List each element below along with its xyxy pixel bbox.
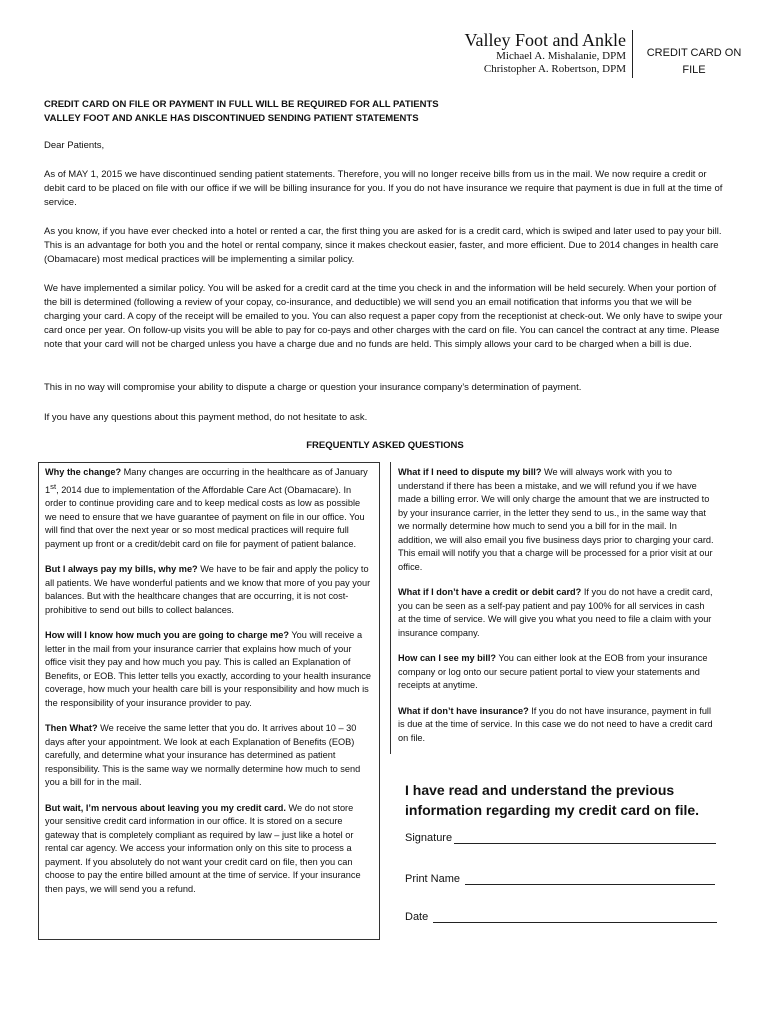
faq-item: [398, 586, 714, 640]
faq-question: How can I see my bill?: [398, 653, 497, 663]
print-name-label: Print Name: [405, 873, 461, 885]
faq-item: [45, 466, 371, 551]
faq-question: Why the change?: [45, 467, 122, 477]
faq-answer: We will always work with you to understand if there has been a mistake, and we will refund you if we have made a billing error. We will only charge the amount that we are instructed to by your insurance carrier, in the letter they send to us., in the same way that we normally determine how much to send you a bill for in the mail. In addition, we will also email you five business days prior to charging your card. This email will notify you that a charge will be processed for a prior visit at our office.: [398, 467, 714, 572]
faq-question: Then What?: [45, 723, 98, 734]
faq-item: [45, 563, 371, 617]
practice-name: Valley Foot and Ankle: [464, 30, 626, 50]
faq-answer: If you do not have a credit card, you can be seen as a self-pay patient and pay 100% for all services in cash at the time of service. We will give you what you need to file a claim with your insurance company.: [398, 587, 713, 638]
date-row: [405, 911, 717, 923]
faq-question: But wait, I’m nervous about leaving you my credit card.: [45, 802, 286, 813]
notice-line-1: CREDIT CARD ON FILE OR PAYMENT IN FULL WILL BE REQUIRED FOR ALL PATIENTS: [44, 99, 439, 110]
faq-answer: , 2014 due to implementation of the Affordable Care Act (Obamacare). In order to continue providing care and to keep medical costs as low as possible we need to ensure that we have guarantee of payment on file in our office. You will find that over the next year or so most medical practices will require full payment up front or a credit/debit card on file for payment of patient balance.: [45, 484, 365, 549]
faq-answer: You can either look at the EOB from your insurance company or log onto our secure patient portal to view your statements and receipts at anytime.: [398, 653, 708, 690]
faq-question: How will I know how much you are going to charge me?: [45, 630, 290, 641]
doctor-name-2: Christopher A. Robertson, DPM: [483, 63, 626, 75]
faq-question: What if don’t have insurance?: [398, 705, 529, 716]
faq-question: But I always pay my bills, why me?: [45, 564, 198, 575]
paragraph-4: This in no way will compromise your ability to dispute a charge or question your insurance company’s determination of payment.: [44, 382, 582, 393]
faq-answer: If you do not have insurance, payment in full is due at the time of service. In this case we do not need to have a credit card on file.: [398, 705, 713, 743]
paragraph-5: If you have any questions about this payment method, do not hesitate to ask.: [44, 412, 368, 423]
date-field[interactable]: [433, 911, 717, 923]
faq-item: [45, 629, 371, 710]
notice-line-2: VALLEY FOOT AND ANKLE HAS DISCONTINUED SENDING PATIENT STATEMENTS: [44, 113, 419, 124]
faq-question: What if I need to dispute my bill?: [398, 467, 542, 477]
faq-item: [398, 705, 714, 746]
signature-label: Signature: [405, 832, 453, 844]
faq-answer: We receive the same letter that you do. It arrives about 10 – 30 days after your appointment. We look at each Explanation of Benefits (EOB) carefully, and determine what your insurance has determined as patient responsibility. This is the same way we normally determine how much to send you a bill for in the mail.: [45, 723, 361, 788]
print-name-row: [405, 873, 715, 885]
faq-item: [398, 466, 714, 574]
faq-item: [398, 652, 714, 693]
signature-row: [405, 832, 716, 844]
paragraph-2: As you know, if you have ever checked into a hotel or rented a car, the first thing you are asked for is a credit card, which is swiped and later used to pay your bill. This is an advantage for both you and the hotel or rental company, since it makes checkout easier, faster, and more efficient. Due to 2014 changes in health care (Obamacare) most medical practices will be implementing a similar policy.: [44, 226, 722, 265]
paragraph-1: As of MAY 1, 2015 we have discontinued sending patient statements. Therefore, you will no longer receive bills from us in the mail. We now require a credit or debit card to be placed on file with our office if we will be billing insurance for you. If you do not have insurance we require that payment is due in full at the time of service.: [44, 169, 723, 208]
faq-answer: We do not store your sensitive credit card information in our office. It is stored on a secure gateway that is completely compliant as required by law – just like a hotel or rental car agency. We access your information only on this site to process a payment. If you absolutely do not want your credit card on file, then you can choose to pay the entire billed amount at the time of service. If your insurance then pays, we will send you a refund.: [45, 802, 361, 894]
faq-question: What if I don’t have a credit or debit card?: [398, 587, 582, 597]
paragraph-3: We have implemented a similar policy. You will be asked for a credit card at the time you check in and the information will be held securely. When your portion of the bill is determined (following a review of your copay, co-insurance, and deductible) we will send you an email notification that informs you that we will be charging your card. A copy of the receipt will be emailed to you. You can also request a paper copy from the receptionist at check-out. We only have to swipe your card once per year. On follow-up visits you will be able to pay for co-pays and other charges with the card on file. You can cancel the contract at any time. Please note that your card will not be charged unless you have a charge due and no funds are held. This simply allows your card to be charged when a bill is due.: [44, 283, 723, 350]
form-title-line-1: CREDIT CARD ON: [646, 47, 742, 59]
faq-item: [45, 802, 371, 897]
print-name-field[interactable]: [465, 873, 715, 885]
salutation: Dear Patients,: [44, 140, 105, 151]
faq-right-column: [390, 462, 720, 754]
acknowledgement-heading: I have read and understand the previous information regarding my credit card on file.: [405, 782, 700, 818]
faq-left-column: [38, 462, 380, 940]
policy-notice: [44, 98, 439, 126]
form-title-line-2: FILE: [682, 64, 706, 76]
faq-item: [45, 722, 371, 790]
doctor-name-1: Michael A. Mishalanie, DPM: [496, 50, 626, 62]
date-label: Date: [405, 911, 429, 923]
letterhead: [430, 30, 633, 78]
faq-answer-start: Many changes are occurring in the healthcare as of January 1: [45, 467, 368, 495]
faq-answer: You will receive a letter in the mail from your insurance carrier that explains how much of your office visit they pay and how much you pay. This is called an Explanation of Benefits, or EOB. This letter tells you exactly, according to your health insurance coverage, how much your health care bill is your responsibility and how much is the responsibility of your insurance provider to pay.: [45, 630, 371, 708]
form-title: [640, 45, 748, 79]
faq-answer: We have to be fair and apply the policy to all patients. We have wonderful patients and we know that more of you pay your balances. But with the healthcare changes that are occurring, it is not cost-prohibitive to send out bills to collect balances.: [45, 564, 371, 615]
ordinal-suffix: st: [50, 481, 57, 491]
signature-field[interactable]: [454, 832, 716, 844]
faq-title: FREQUENTLY ASKED QUESTIONS: [306, 440, 464, 451]
